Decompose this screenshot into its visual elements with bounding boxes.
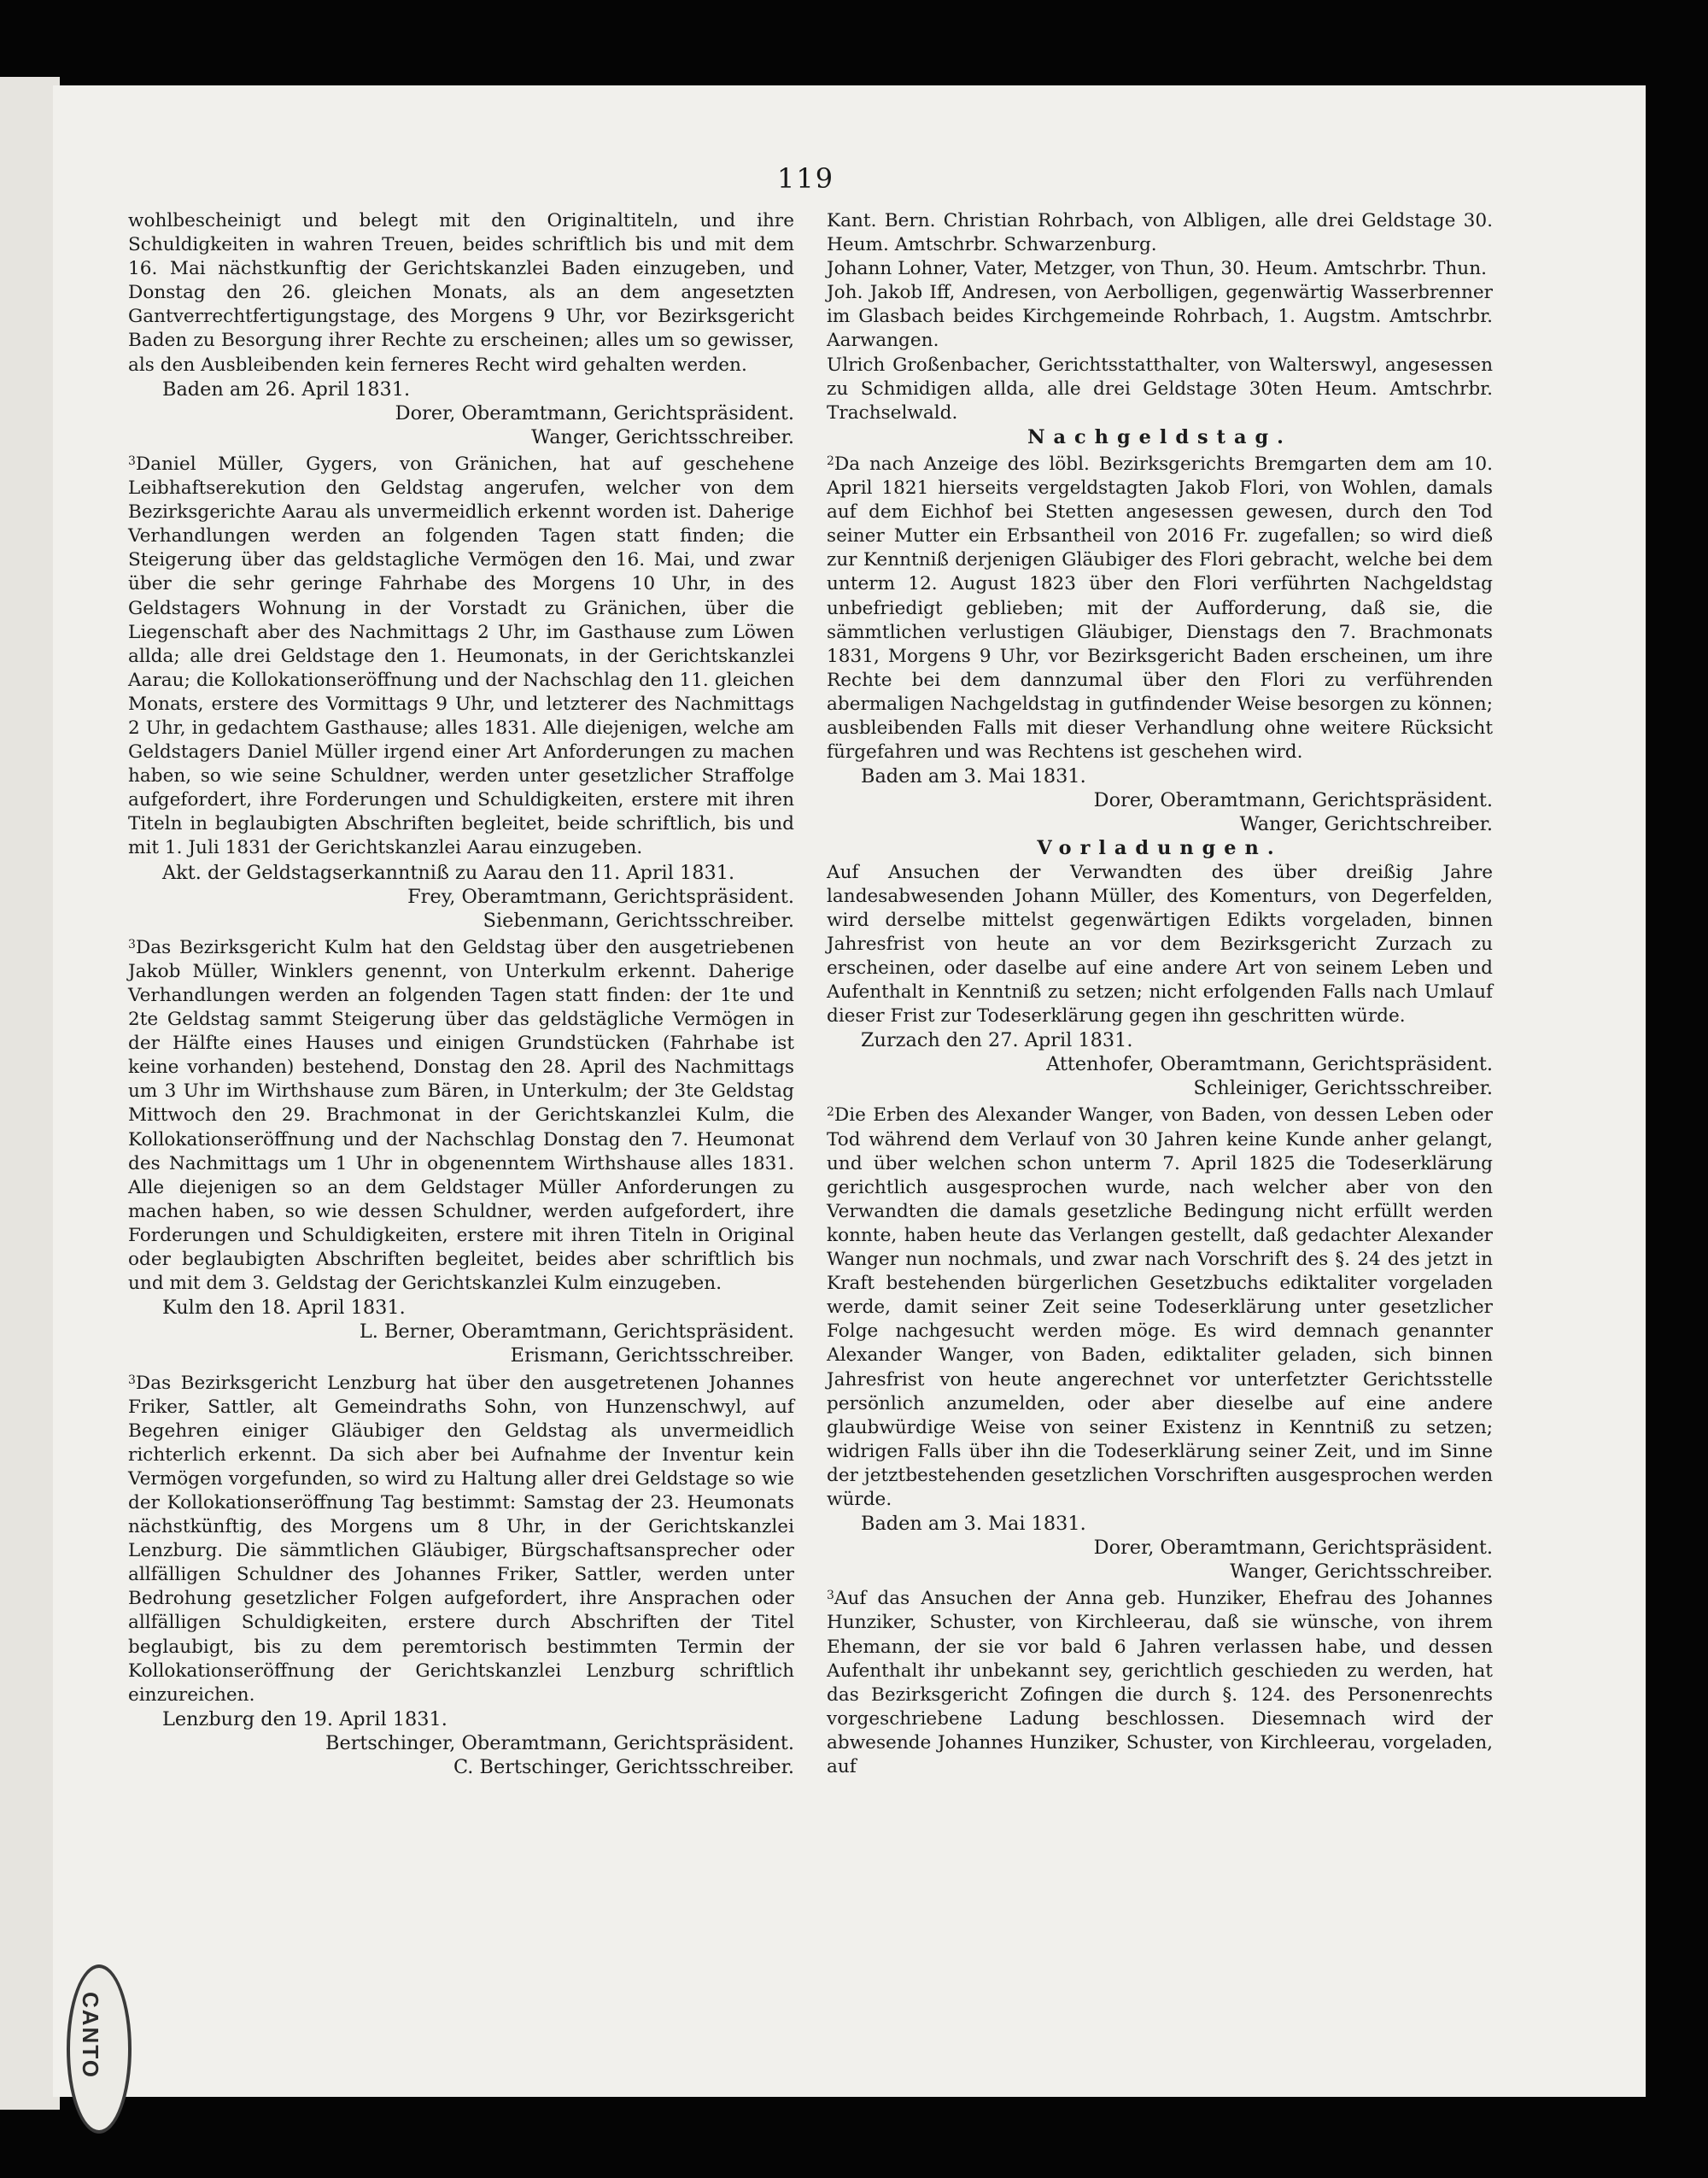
notice-mark: 3 — [128, 1373, 136, 1387]
previous-page-edge — [0, 77, 60, 2110]
notice-body: Da nach Anzeige des löbl. Bezirksgerichts Bremgarten dem am 10. April 1821 hierseits vergeldstagten Jakob Flori, von Wohlen, damals auf dem Eichhof bei Stetten angesessen gewesen, durch den Tod seiner Mutter ein Erbsantheil von 2016 Fr. zugefallen; so wird dieß zur Kenntniß derjenigen Gläubiger des Flori gebracht, welche bei dem unterm 12. August 1823 über den Flori verführten Nachgeldstag unbefriedigt geblieben; mit der Aufforderung, daß sie, die sämmtlichen verlustigen Gläubiger, Dienstags den 7. Brachmonats 1831, Morgens 9 Uhr, vor Bezirksgericht Baden erscheinen, um ihre Rechte bei dem dannzumal über den Flori zu verführenden abermaligen Nachgeldstag in gutfindender Weise besorgen zu können; ausbleibenden Falls mit dieser Verhandlung ohne weitere Rücksicht fürgefahren und was Rechtens ist geschehen wird. — [827, 453, 1493, 764]
stamp-text: CANTO — [78, 1992, 103, 2079]
signature-clerk: Siebenmann, Gerichtsschreiber. — [483, 909, 794, 932]
notice-mark: 3 — [128, 937, 136, 951]
signature-clerk: Wanger, Gerichtschreiber. — [1239, 813, 1493, 836]
signature-clerk: C. Bertschinger, Gerichtsschreiber. — [453, 1756, 794, 1778]
notice-mark: 3 — [128, 454, 136, 468]
notice-text — [827, 1100, 1493, 1512]
notice-date: Akt. der Geldstagserkanntniß zu Aarau den 11. April 1831. — [162, 861, 735, 884]
notice-date: Kulm den 18. April 1831. — [162, 1297, 406, 1320]
signature-clerk: Wanger, Gerichtsschreiber. — [531, 425, 794, 448]
notice-body: Daniel Müller, Gygers, von Gränichen, hat auf geschehene Leibhaftserekution den Geldstag angerufen, welcher von dem Bezirksgerichte Aarau als unvermeidlich erkennt worden ist. Daherige Verhandlungen werden an folgenden Tagen statt finden; die Steigerung über das geldstagliche Vermögen den 16. Mai, und zwar über die sehr geringe Fahrhabe des Morgens 10 Uhr, in des Geldstagers Wohnung in der Vorstadt zu Gränichen, über die Liegenschaft aber des Nachmittags 2 Uhr, im Gasthause zum Löwen allda; alle drei Geldstage den 1. Heumonats, in der Gerichtskanzlei Aarau; die Kollokationseröffnung und der Nachschlag den 11. gleichen Monats, erstere des Vormittags 9 Uhr, und letzterer des Nachmittags 2 Uhr, in gedachtem Gasthause; alles 1831. Alle diejenigen, welche am Geldstagers Daniel Müller irgend einer Art Anforderungen zu machen haben, so wie seine Schuldner, werden unter gesetzlicher Straffolge aufgefordert, ihre Forderungen und Schuldigkeiten, erstere mit ihren Titeln in beglaubigten Abschriften begleitet, beide schriftlich, bis und mit 1. Juli 1831 der Gerichtskanzlei Aarau einzugeben. — [128, 453, 794, 859]
section-heading: Vorladungen. — [1037, 837, 1283, 860]
list-item: Ulrich Großenbacher, Gerichtsstatthalter, von Walterswyl, angesessen zu Schmidigen allda, alle drei Geldstage 30ten Heum. Amtschrbr. Trachselwald. — [827, 354, 1493, 424]
section-heading: Nachgeldstag. — [1027, 425, 1292, 448]
signature-president: Attenhofer, Oberamtmann, Gerichtspräsident. — [1046, 1053, 1493, 1076]
notice-date: Baden am 3. Mai 1831. — [861, 765, 1086, 788]
right-column — [827, 209, 1493, 1779]
signature-clerk: Schleiniger, Gerichtsschreiber. — [1193, 1077, 1493, 1100]
notice-text — [827, 1584, 1493, 1779]
page-number: 119 — [777, 162, 835, 195]
notice-mark: 2 — [827, 454, 834, 468]
notice-body: Das Bezirksgericht Kulm hat den Geldstag über den ausgetriebenen Jakob Müller, Winklers genennt, von Unterkulm erkennt. Daherige Verhandlungen werden an folgenden Tagen statt finden: der 1te und 2te Geldstag sammt Steigerung über das geldstägliche Vermögen in der Hälfte eines Hauses und einigen Grundstücken (Fahrhabe ist keine vorhanden) bestehend, Donstag den 28. April des Nachmittags um 3 Uhr im Wirthshause zum Bären, in Unterkulm; der 3te Geldstag Mittwoch den 29. Brachmonat in der Gerichtskanzlei Kulm, die Kollokationseröffnung und der Nachschlag Donstag den 7. Heumonat des Nachmittags um 1 Uhr in obgenenntem Wirthshause alles 1831. Alle diejenigen so an dem Geldstager Müller Anforderungen zu machen haben, so wie dessen Schuldner, werden aufgefordert, ihre Forderungen und Schuldigkeiten, erstere mit ihren Titeln in Original oder beglaubigten Abschriften begleitet, beides aber schriftlich bis und mit dem 3. Geldstag der Gerichtskanzlei Kulm einzugeben. — [128, 936, 794, 1295]
signature-clerk: Erismann, Gerichtsschreiber. — [510, 1344, 794, 1367]
notice-date: Lenzburg den 19. April 1831. — [162, 1707, 447, 1730]
signature-president: Bertschinger, Oberamtmann, Gerichtspräsident. — [325, 1731, 794, 1754]
signature-president: Frey, Oberamtmann, Gerichtspräsident. — [407, 885, 794, 908]
signature-clerk: Wanger, Gerichtsschreiber. — [1230, 1560, 1493, 1584]
library-stamp — [67, 1964, 132, 2134]
list-item: Johann Lohner, Vater, Metzger, von Thun, 30. Heum. Amtschrbr. Thun. — [827, 258, 1487, 280]
notice-mark: 3 — [827, 1589, 834, 1603]
notice-date: Zurzach den 27. April 1831. — [861, 1029, 1133, 1052]
notice-date: Baden am 26. April 1831. — [162, 378, 411, 401]
notice-text — [128, 449, 794, 861]
signature-president: Dorer, Oberamtmann, Gerichtspräsident. — [1093, 1537, 1493, 1560]
notice-text — [128, 933, 794, 1296]
list-item: Joh. Jakob Iff, Andresen, von Aerbolligen, gegenwärtig Wasserbrenner im Glasbach beides Kirchgemeinde Rohrbach, 1. Augstm. Amtschrbr. Aarwangen. — [827, 282, 1493, 352]
signature-president: L. Berner, Oberamtmann, Gerichtspräsident. — [359, 1320, 794, 1344]
notice-mark: 2 — [827, 1105, 834, 1120]
notice-body: Die Erben des Alexander Wanger, von Baden, von dessen Leben oder Tod während dem Verlauf von 30 Jahren keine Kunde anher gelangt, und über welchen schon unterm 7. April 1825 die Todeserklärung gerichtlich ausgesprochen wurde, nach welcher aber von den Verwandten die damals gesetzliche Bedingung nicht erfüllt werden konnte, haben heute das Verlangen gestellt, daß gedachter Alexander Wanger nun nochmals, und zwar nach Vorschrift des §. 24 des jetzt in Kraft bestehenden bürgerlichen Gesetzbuchs ediktaliter vorgeladen werde, damit seiner Zeit seine Todeserklärung unter gesetzlicher Folge nachgesucht werden möge. Es wird demnach genannter Alexander Wanger, von Baden, ediktaliter geladen, sich binnen Jahresfrist von heute angerechnet vor unterfetzter Gerichtsstelle persönlich anzumelden, oder aber dieselbe auf eine andere glaubwürdige Weise von seiner Existenz in Kenntniß zu setzen; widrigen Falls über ihn die Todeserklärung seiner Zeit, und im Sinne der jetztbestehenden gesetzlichen Vorschriften ausgesprochen werden würde. — [827, 1104, 1493, 1510]
left-column — [128, 209, 794, 1779]
list-item: Kant. Bern. Christian Rohrbach, von Albligen, alle drei Geldstage 30. Heum. Amtschrbr. Schwarzenburg. — [827, 210, 1493, 256]
notice-body: Das Bezirksgericht Lenzburg hat über den ausgetretenen Johannes Friker, Sattler, alt Gemeindraths Sohn, von Hunzenschwyl, auf Begehren einiger Gläubiger den Geldstag als unvermeidlich richterlich erkennt. Da sich aber bei Aufnahme der Inventur kein Vermögen vorgefunden, so wird zu Haltung aller drei Geldstage so wie der Kollokationseröffnung Tag bestimmt: Samstag der 23. Heumonats nächstkünftig, des Morgens um 8 Uhr, in der Gerichtskanzlei Lenzburg. Die sämmtlichen Gläubiger, Bürgschaftsansprecher oder allfälligen Schuldner des Johannes Friker, Sattler, werden unter Bedrohung gesetzlicher Folgen aufgefordert, ihre Ansprachen oder allfälligen Schuldigkeiten, erstere durch Abschriften der Titel beglaubigt, bis zu dem peremtorisch bestimmten Termin der Kollokationseröffnung der Gerichtskanzlei Lenzburg schriftlich einzureichen. — [128, 1372, 794, 1706]
signature-president: Dorer, Oberamtmann, Gerichtspräsident. — [1093, 789, 1493, 812]
notice-body: Auf das Ansuchen der Anna geb. Hunziker, Ehefrau des Johannes Hunziker, Schuster, von Kirchleerau, daß sie wünsche, von ihrem Ehemann, der sie vor bald 6 Jahren verlassen habe, und dessen Aufenthalt ihr unbekannt sey, gerichtlich geschieden zu werden, hat das Bezirksgericht Zofingen die durch §. 124. des Personenrechts vorgeschriebene Ladung beschlossen. Diesemnach wird der abwesende Johannes Hunziker, Schuster, von Kirchleerau, vorgeladen, auf — [827, 1588, 1493, 1777]
notice-text: wohlbescheinigt und belegt mit den Originaltiteln, und ihre Schuldigkeiten in wahren Treuen, beides schriftlich bis und mit dem 16. Mai nächstkunftig der Gerichtskanzlei Baden einzugeben, und Donstag den 26. gleichen Monats, als an dem angesetzten Gantverrechtfertigungstage, des Morgens 9 Uhr, vor Bezirksgericht Baden zu Besorgung ihrer Rechte zu erscheinen; alles um so gewisser, als den Ausbleibenden kein ferneres Recht wird gehalten werden. — [128, 210, 794, 376]
notice-date: Baden am 3. Mai 1831. — [861, 1513, 1086, 1536]
notice-text — [827, 449, 1493, 764]
notice-text — [128, 1368, 794, 1707]
signature-president: Dorer, Oberamtmann, Gerichtspräsident. — [395, 401, 794, 424]
notice-text: Auf Ansuchen der Verwandten des über dreißig Jahre landesabwesenden Johann Müller, des Komenturs, von Degerfelden, wird derselbe mittelst gegenwärtigen Edikts vorgeladen, binnen Jahresfrist von heute an vor dem Bezirksgericht Zurzach zu erscheinen, oder daselbe auf eine andere Art von seinem Leben und Aufenthalt in Kenntniß zu setzen; nicht erfolgenden Falls nach Umlauf dieser Frist zur Todeserklärung gegen ihn geschritten würde. — [827, 861, 1493, 1028]
